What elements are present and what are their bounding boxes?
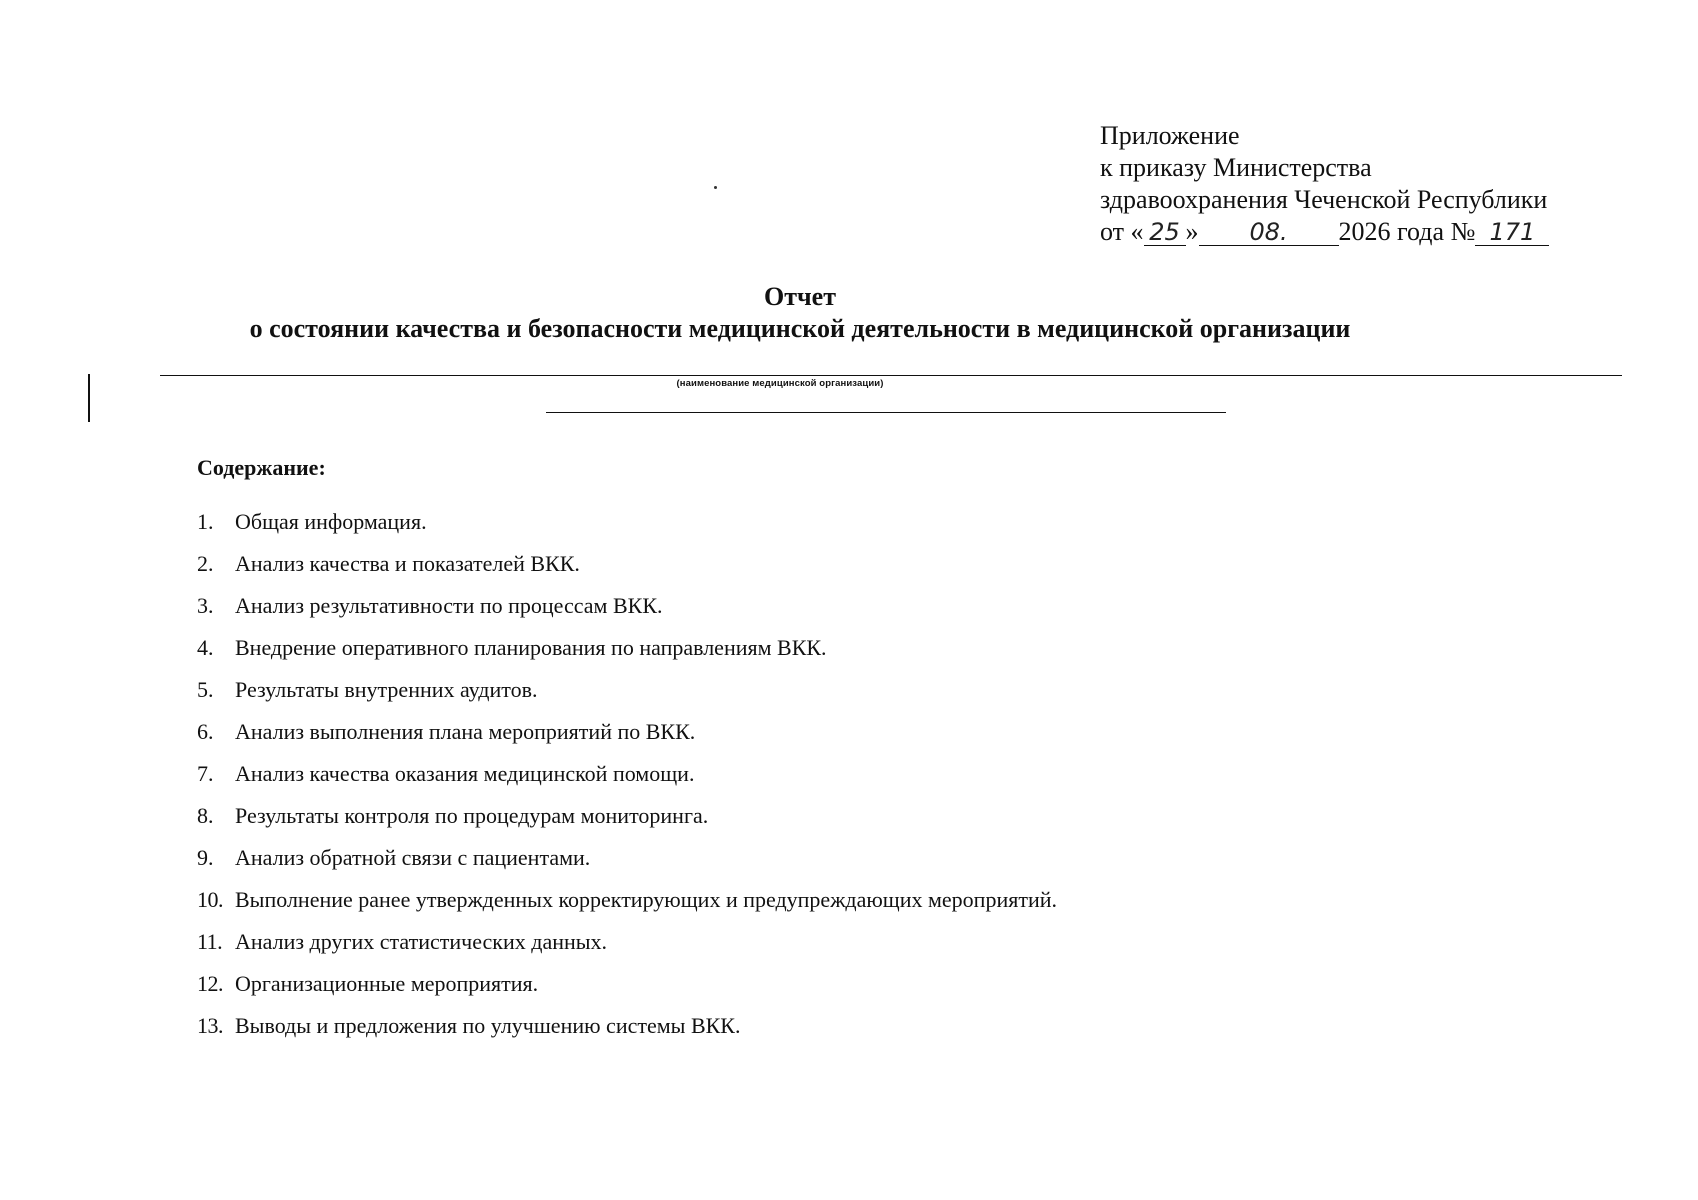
item-number: 7. [197,761,214,786]
report-title [0,282,1698,312]
contents-item [197,550,1057,592]
contents-item [197,508,1057,550]
date-prefix: от « [1100,217,1144,246]
appendix-block [1100,120,1549,248]
scan-speck [714,186,717,189]
item-text: Общая информация. [235,509,427,534]
item-text: Организационные мероприятия. [235,971,539,996]
contents-item [197,760,1057,802]
item-number: 12. [197,971,223,996]
contents-item [197,718,1057,760]
item-number: 11. [197,929,223,954]
item-number: 1. [197,509,214,534]
item-number: 2. [197,551,214,576]
item-text: Результаты контроля по процедурам мониторинга. [235,803,709,828]
item-text: Результаты внутренних аудитов. [235,677,538,702]
item-number: 10. [197,887,223,912]
appendix-date-line [1100,216,1549,248]
report-subtitle [0,314,1698,344]
date-year-text: 2026 года № [1338,217,1476,246]
item-text: Выполнение ранее утвержденных корректирующих и предупреждающих мероприятий. [235,887,1058,912]
order-number-field: 171 [1475,219,1549,246]
item-text: Внедрение оперативного планирования по направлениям ВКК. [235,635,827,660]
item-number: 5. [197,677,214,702]
contents-item [197,1012,1057,1054]
item-text: Анализ качества оказания медицинской помощи. [235,761,695,786]
contents-item [197,886,1057,928]
item-number: 6. [197,719,214,744]
date-month-field: 08. [1199,219,1339,246]
contents-item [197,634,1057,676]
contents-item [197,970,1057,1012]
contents-item [197,844,1057,886]
item-number: 4. [197,635,214,660]
report-title-text: Отчет [764,282,836,311]
item-text: Выводы и предложения по улучшению системы ВКК. [235,1013,741,1038]
item-text: Анализ выполнения плана мероприятий по ВКК. [235,719,696,744]
item-text: Анализ других статистических данных. [235,929,608,954]
item-number: 3. [197,593,214,618]
org-second-line [546,412,1226,413]
appendix-ministry: здравоохранения Чеченской Республики [1100,185,1548,214]
contents-item [197,676,1057,718]
appendix-order-ref: к приказу Министерства [1100,153,1372,182]
contents-item [197,928,1057,970]
contents-list [197,508,1057,1054]
item-number: 13. [197,1013,223,1038]
org-name-caption: (наименование медицинской организации) [676,378,884,389]
item-text: Анализ качества и показателей ВКК. [235,551,580,576]
contents-heading: Содержание: [197,455,326,480]
report-subtitle-text: о состоянии качества и безопасности медицинской деятельности в медицинской организации [249,314,1351,343]
item-text: Анализ результативности по процессам ВКК. [235,593,663,618]
org-name-line [160,375,1622,376]
date-day-field: 25 [1144,219,1186,246]
item-number: 9. [197,845,214,870]
contents-item [197,592,1057,634]
appendix-title: Приложение [1100,121,1240,150]
item-text: Анализ обратной связи с пациентами. [235,845,591,870]
date-quote-close: » [1185,217,1199,246]
item-number: 8. [197,803,214,828]
contents-item [197,802,1057,844]
